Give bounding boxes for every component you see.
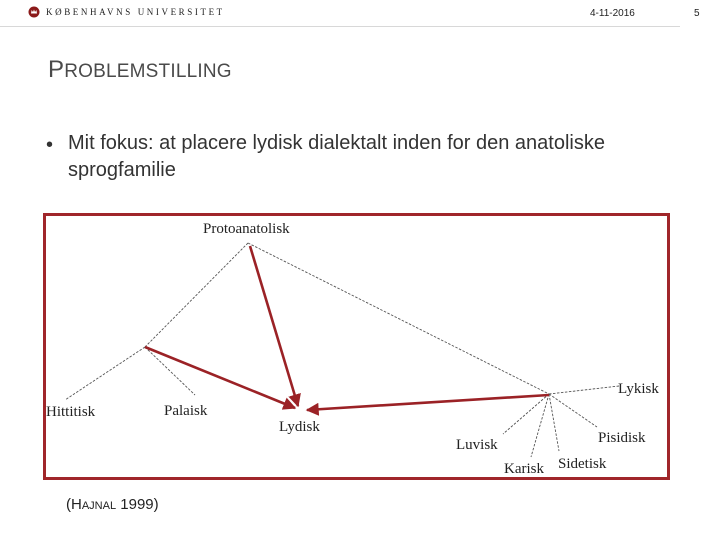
branch-hittite-node-hittitisk [65,347,145,400]
citation-author-initial: H [71,496,82,513]
language-family-tree [43,213,670,480]
source-citation [66,496,159,513]
branch-proto-lykisk-node [248,243,549,394]
label-lydisk: Lydisk [279,419,320,435]
university-name: KØBENHAVNS UNIVERSITET [46,7,225,17]
university-logo [28,6,225,18]
header-divider [0,26,680,27]
title-rest: ROBLEMSTILLING [64,61,232,82]
citation-year: 1999) [116,496,159,513]
branch-lyk-node-karisk [531,394,549,457]
arrow-proto-to-lydisk [250,246,298,406]
branch-proto-hittite-node [145,243,248,347]
label-pisidisk: Pisidisk [598,430,646,446]
branch-lyk-node-luvisk [503,394,549,434]
branch-lyk-node-sidetisk [549,394,559,451]
branch-hittite-node-palaisk [145,347,195,395]
label-palaisk: Palaisk [164,403,208,419]
label-sidetisk: Sidetisk [558,456,607,472]
label-hittitisk: Hittitisk [46,404,96,420]
label-luvisk: Luvisk [456,437,498,453]
diagram-frame [45,215,669,479]
page-number: 5 [694,8,700,19]
slide-header [0,0,720,28]
citation-author-rest: AJNAL [81,500,117,512]
bullet-marker: • [46,134,54,156]
citation-prefix: ( [66,496,71,513]
crown-seal-icon [28,6,40,18]
branch-lyk-node-lykisk [549,386,619,394]
tree-diagram [43,213,670,480]
arrow-hittite-node-to-lydisk [145,347,295,408]
branch-lyk-node-pisidisk [549,394,597,427]
label-protoanatolisk: Protoanatolisk [203,221,290,237]
label-karisk: Karisk [504,461,544,477]
slide-date: 4-11-2016 [590,8,635,19]
label-lykisk: Lykisk [618,381,659,397]
bullet-text: Mit fokus: at placere lydisk dialektalt inden for den anatoliske sprogfamilie [68,132,605,181]
slide-title [48,56,232,84]
title-initial: P [48,56,65,83]
arrow-lyk-node-to-lydisk [307,395,549,410]
